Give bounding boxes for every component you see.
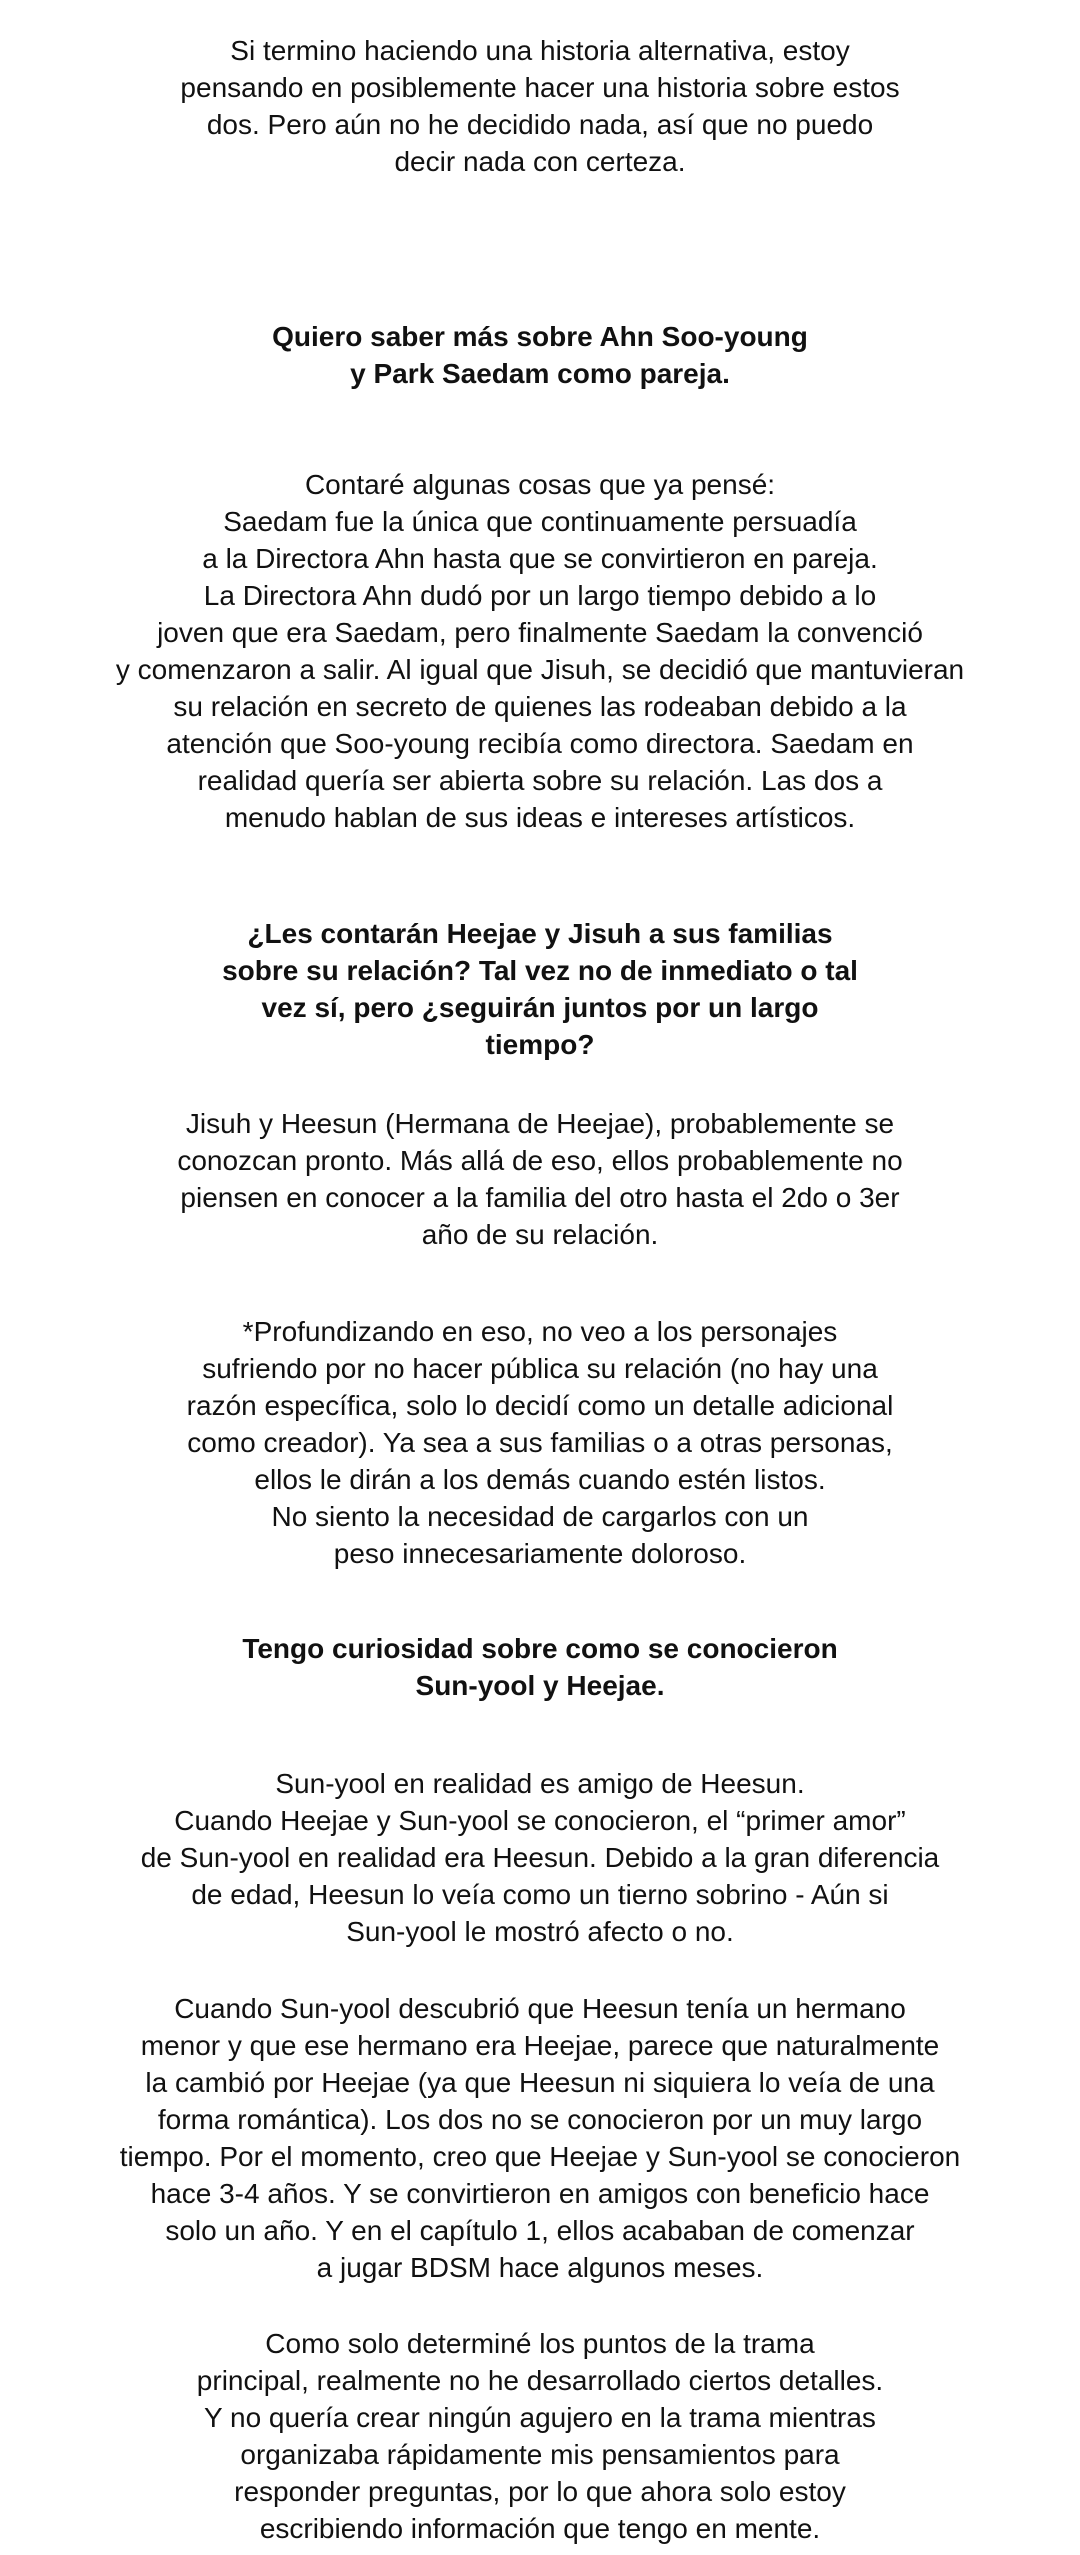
answer-paragraph-sun-yool-heesun [0,1765,1080,1950]
text-line: piensen en conocer a la familia del otro hasta el 2do o 3er [180,1182,900,1213]
answer-paragraph-soo-young-saedam [0,466,1080,836]
intro-paragraph [0,32,1080,180]
text-line: a la Directora Ahn hasta que se convirtieron en pareja. [202,543,878,574]
answer-paragraph-families [0,1105,1080,1253]
text-line: Contaré algunas cosas que ya pensé: [304,469,776,500]
text-line: *Profundizando en eso, no veo a los personajes [242,1316,838,1347]
text-line: a jugar BDSM hace algunos meses. [316,2252,764,2283]
text-line: escribiendo información que tengo en mente. [259,2513,821,2544]
text-line: menudo hablan de sus ideas e intereses artísticos. [224,802,856,833]
text-line: Saedam fue la única que continuamente persuadía [223,506,857,537]
text-line: tiempo. Por el momento, creo que Heejae y Sun-yool se conocieron [119,2141,961,2172]
text-line: menor y que ese hermano era Heejae, parece que naturalmente [140,2030,940,2061]
text-line: La Directora Ahn dudó por un largo tiempo debido a lo [203,580,877,611]
text-line: de edad, Heesun lo veía como un tierno sobrino - Aún si [191,1879,889,1910]
text-line: de Sun-yool en realidad era Heesun. Debido a la gran diferencia [140,1842,940,1873]
text-line: hace 3-4 años. Y se convirtieron en amigos con beneficio hace [150,2178,930,2209]
question-heading-soo-young-saedam [0,318,1080,392]
text-line: joven que era Saedam, pero finalmente Saedam la convenció [157,617,923,648]
text-line: año de su relación. [421,1219,659,1250]
heading-line: Sun-yool y Heejae. [415,1670,665,1701]
question-heading-sun-yool-heejae [0,1630,1080,1704]
text-line: responder preguntas, por lo que ahora solo estoy [234,2476,846,2507]
question-heading-families [0,915,1080,1063]
text-line: Como solo determiné los puntos de la trama [265,2328,815,2359]
closing-paragraph [0,2325,1080,2547]
text-line: Si termino haciendo una historia alternativa, estoy [230,35,850,66]
text-line: conozcan pronto. Más allá de eso, ellos probablemente no [177,1145,903,1176]
text-line: Sun-yool en realidad es amigo de Heesun. [275,1768,805,1799]
text-line: y comenzaron a salir. Al igual que Jisuh, se decidió que mantuvieran [115,654,965,685]
heading-line: y Park Saedam como pareja. [350,358,730,389]
text-line: principal, realmente no he desarrollado ciertos detalles. [196,2365,884,2396]
text-line: su relación en secreto de quienes las rodeaban debido a la [173,691,907,722]
text-line: Sun-yool le mostró afecto o no. [346,1916,734,1947]
text-line: solo un año. Y en el capítulo 1, ellos acababan de comenzar [165,2215,915,2246]
text-line: Y no quería crear ningún agujero en la trama mientras [204,2402,876,2433]
text-line: realidad quería ser abierta sobre su relación. Las dos a [197,765,883,796]
text-line: como creador). Ya sea a sus familias o a otras personas, [187,1427,893,1458]
text-line: Jisuh y Heesun (Hermana de Heejae), probablemente se [185,1108,895,1139]
text-line: organizaba rápidamente mis pensamientos para [240,2439,840,2470]
footnote-paragraph [0,1313,1080,1572]
text-line: sufriendo por no hacer pública su relación (no hay una [202,1353,878,1384]
text-line: razón específica, solo lo decidí como un detalle adicional [186,1390,894,1421]
text-line: dos. Pero aún no he decidido nada, así que no puedo [206,109,874,140]
heading-line: sobre su relación? Tal vez no de inmediato o tal [222,955,858,986]
text-line: decir nada con certeza. [394,146,686,177]
text-line: Cuando Heejae y Sun-yool se conocieron, el “primer amor” [174,1805,906,1836]
heading-line: Tengo curiosidad sobre como se conocieron [242,1633,838,1664]
text-line: Cuando Sun-yool descubrió que Heesun tenía un hermano [174,1993,906,2024]
heading-line: tiempo? [485,1029,595,1060]
heading-line: ¿Les contarán Heejae y Jisuh a sus familias [247,918,833,949]
text-line: forma romántica). Los dos no se conocieron por un muy largo [157,2104,923,2135]
text-line: la cambió por Heejae (ya que Heesun ni siquiera lo veía de una [145,2067,935,2098]
text-line: No siento la necesidad de cargarlos con un [271,1501,809,1532]
text-line: peso innecesariamente doloroso. [333,1538,747,1569]
heading-line: Quiero saber más sobre Ahn Soo-young [272,321,808,352]
text-line: pensando en posiblemente hacer una historia sobre estos [180,72,900,103]
text-line: atención que Soo-young recibía como directora. Saedam en [166,728,914,759]
answer-paragraph-sun-yool-heejae [0,1990,1080,2286]
text-line: ellos le dirán a los demás cuando estén listos. [254,1464,826,1495]
heading-line: vez sí, pero ¿seguirán juntos por un largo [261,992,819,1023]
